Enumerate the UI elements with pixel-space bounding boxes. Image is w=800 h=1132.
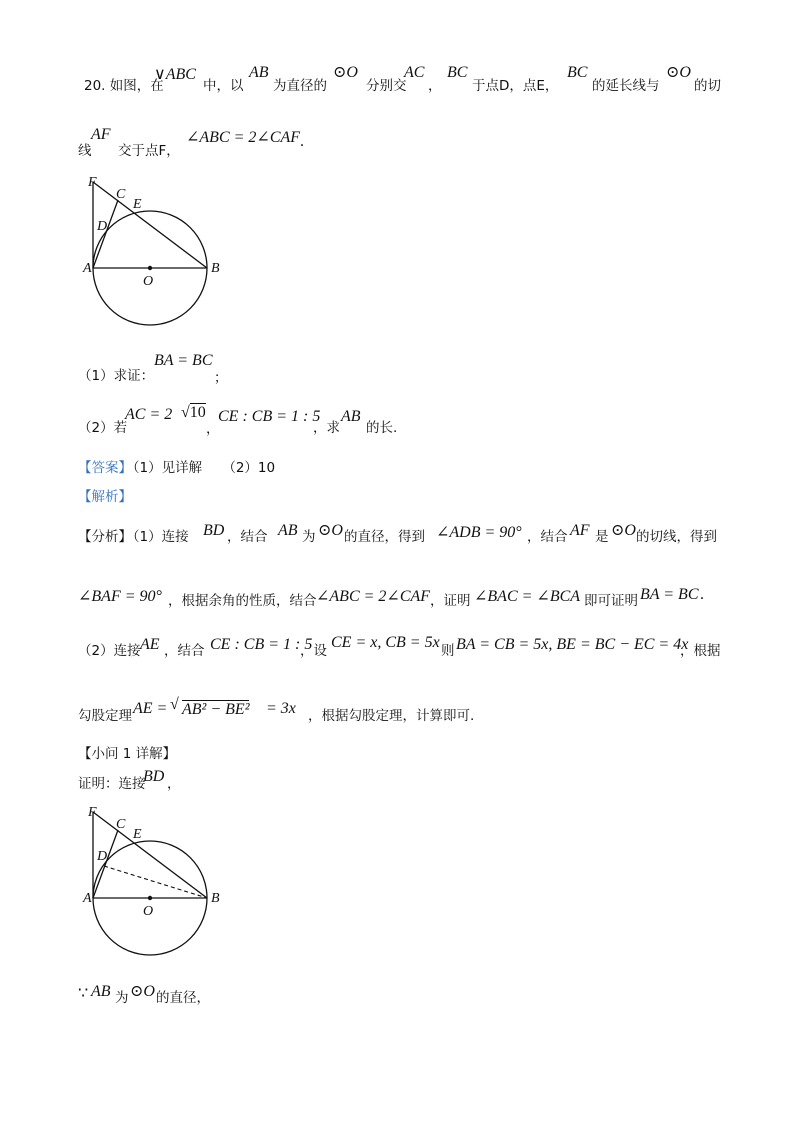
analysis-text: ，设 [300, 643, 327, 659]
math-segment: AB [341, 408, 361, 425]
triangle-name: ABC [165, 66, 196, 83]
label-f: F [88, 805, 97, 820]
question-text: 的延长线与 [592, 78, 660, 94]
center-point [148, 266, 152, 270]
math-segment: BC [567, 64, 588, 81]
analysis-text: ，根据勾股定理，计算即可. [308, 708, 475, 724]
question-text: 中，以 [203, 78, 244, 94]
label-c: C [116, 817, 126, 832]
geometry-figure-2 [80, 800, 230, 970]
math-expression: BA = CB = 5x, BE = BC − EC = 4x [456, 636, 689, 653]
analysis-text: ，结合 [527, 529, 568, 545]
geometry-figure-1 [80, 170, 230, 340]
question-number: 20. 如图，在 [84, 78, 164, 94]
question-text: 交于点F， [118, 143, 180, 159]
center-point [148, 896, 152, 900]
segment-fb [93, 182, 207, 268]
part-text: ，求 [313, 420, 340, 436]
triangle-symbol: ∨ABC [154, 66, 196, 83]
part-text: ， [206, 421, 220, 437]
math-segment: AF [91, 126, 111, 143]
circle-symbol: ⊙O [130, 983, 155, 1000]
math-segment: AC [404, 64, 425, 81]
part-label: （2）若 [78, 420, 128, 436]
analysis-text: 的直径，得到 [344, 529, 425, 545]
math-segment: BD [143, 768, 165, 785]
segment-ac [93, 200, 118, 268]
proof-text: 的直径， [156, 990, 210, 1006]
math-expression: BA = BC [640, 586, 699, 603]
label-o: O [143, 274, 154, 289]
angle-condition: ∠ABC = 2∠CAF [186, 129, 301, 146]
proof-text: ， [167, 776, 181, 792]
segment-fb [93, 812, 207, 898]
because-symbol: ∵ [78, 985, 89, 1002]
math-segment: AB [91, 983, 111, 1000]
analysis-text: 勾股定理 [78, 708, 132, 724]
label-c: C [116, 187, 126, 202]
analysis-text: ，证明 [430, 593, 471, 609]
sqrt-symbol: √ [170, 696, 179, 713]
proof-text: 为 [115, 990, 129, 1006]
analysis-text: ，结合 [164, 643, 205, 659]
math-segment: AF [570, 522, 590, 539]
label-a: A [83, 261, 92, 276]
proof-text: 证明：连接 [78, 776, 146, 792]
sqrt-radicand: 10 [189, 404, 206, 421]
analysis-text: （2）连接 [78, 643, 141, 659]
analysis-text: （1）连接 [126, 529, 189, 545]
sqrt-radicand: AB² − BE² [182, 701, 250, 718]
label-b: B [211, 891, 220, 906]
circle-symbol: ⊙O [666, 64, 691, 81]
question-text: . [300, 133, 304, 150]
part-1-statement: BA = BC [154, 352, 213, 369]
analysis-text: ，根据余角的性质，结合 [168, 593, 317, 609]
question-text: 为直径的 [273, 78, 327, 94]
part-text: 的长. [366, 420, 398, 436]
angle-expression: ∠ADB = 90° [436, 524, 522, 541]
circle-symbol: ⊙O [611, 522, 636, 539]
angle-expression: ∠BAC = ∠BCA [474, 588, 581, 605]
label-e: E [133, 827, 142, 842]
part-2-condition: AC = 2 [125, 406, 173, 423]
sqrt-symbol: √10 [181, 404, 206, 421]
question-text: 于点D，点E， [472, 78, 559, 94]
question-text: 的切 [694, 78, 721, 94]
circle-symbol: ⊙O [333, 64, 358, 81]
angle-expression: ∠ABC = 2∠CAF [316, 588, 431, 605]
analysis-text: 的切线，得到 [636, 529, 717, 545]
analysis-text: 即可证明 [584, 593, 638, 609]
analysis-text: 则 [441, 643, 455, 659]
math-expression: AE = [133, 700, 168, 717]
analysis-text: 为 [302, 529, 316, 545]
label-b: B [211, 261, 220, 276]
question-text: 分别交 [366, 78, 407, 94]
part-2-ratio: CE : CB = 1 : 5 [218, 408, 321, 425]
math-expression: CE = x, CB = 5x [331, 634, 440, 651]
angle-expression: ∠BAF = 90° [78, 588, 162, 605]
part-text: ； [214, 370, 228, 386]
math-expression: CE : CB = 1 : 5 [210, 636, 313, 653]
math-segment: AB [278, 522, 298, 539]
label-o: O [143, 904, 154, 919]
analysis-subtag: 【分析】 [78, 529, 132, 545]
math-expression: = 3x [266, 700, 296, 717]
detail-tag: 【小问 1 详解】 [78, 746, 177, 762]
analysis-text: . [700, 586, 704, 603]
circle-name: O [679, 64, 691, 81]
math-segment: AB [249, 64, 269, 81]
analysis-text: ，根据 [680, 643, 721, 659]
math-segment: AE [140, 636, 160, 653]
label-e: E [133, 197, 142, 212]
question-text: 线 [78, 143, 92, 159]
segment-ac [93, 830, 118, 898]
question-text: ， [428, 78, 442, 94]
answer-tag: 【答案】 [78, 460, 132, 476]
segment-bd-dashed [104, 866, 207, 898]
part-label: （1）求证： [78, 368, 155, 384]
answer-text: （1）见详解 （2）10 [126, 460, 276, 476]
analysis-text: 是 [595, 529, 609, 545]
label-d: D [97, 849, 108, 864]
circle-name: O [346, 64, 358, 81]
analysis-tag: 【解析】 [78, 489, 132, 505]
label-d: D [97, 219, 108, 234]
label-f: F [88, 175, 97, 190]
label-a: A [83, 891, 92, 906]
math-segment: BD [203, 522, 225, 539]
analysis-text: ，结合 [227, 529, 268, 545]
math-segment: BC [447, 64, 468, 81]
circle-symbol: ⊙O [318, 522, 343, 539]
